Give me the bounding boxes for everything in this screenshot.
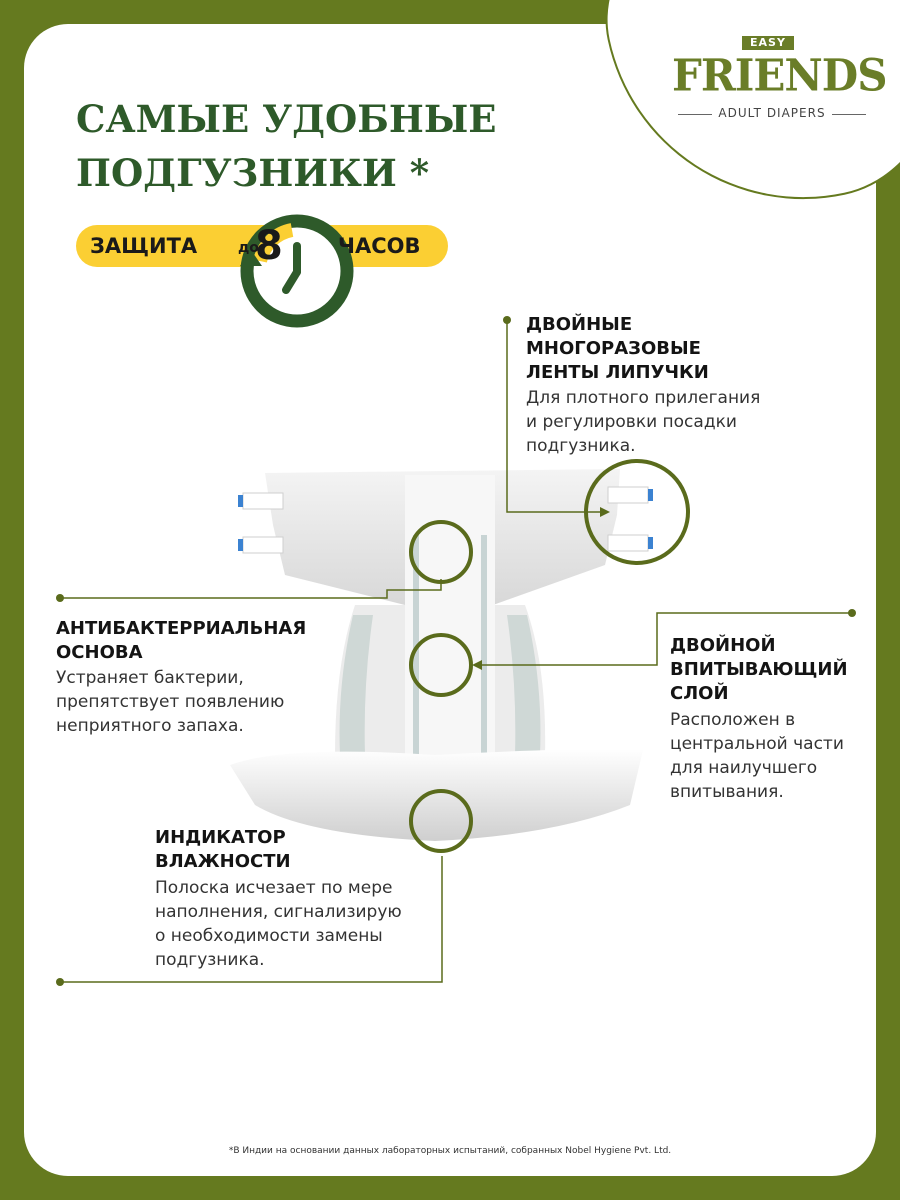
footnote: *В Индии на основании данных лабораторных испытаний, собранных Nobel Hygiene Pvt. Ltd.: [228, 1146, 672, 1156]
feature-antibacterial-heading: АНТИБАКТЕРРИАЛЬНАЯ ОСНОВА: [56, 618, 307, 663]
headline-line-2: ПОДГУЗНИКИ *: [76, 151, 430, 195]
feature-absorbent-heading: ДВОЙНОЙ ВПИТЫВАЮЩИЙ СЛОЙ: [670, 635, 848, 704]
badge-prefix: ЗАЩИТА: [90, 234, 198, 258]
feature-wetness-heading: ИНДИКАТОР ВЛАЖНОСТИ: [155, 827, 291, 872]
feature-tapes-desc: Для плотного прилегания и регулировки посадки подгузника.: [526, 388, 761, 456]
feature-wetness-desc: Полоска исчезает по мере наполнения, сигнализирую о необходимости замены подгузника.: [155, 878, 402, 970]
logo-easy: EASY: [742, 36, 794, 50]
logo-subtitle: ADULT DIAPERS: [718, 106, 826, 120]
feature-antibacterial-desc: Устраняет бактерии, препятствует появлению неприятного запаха.: [56, 668, 285, 736]
feature-tapes-heading: ДВОЙНЫЕ МНОГОРАЗОВЫЕ ЛЕНТЫ ЛИПУЧКИ: [526, 314, 709, 383]
feature-absorbent-desc: Расположен в центральной части для наилучшего впитывания.: [670, 710, 844, 802]
logo-friends: FRIENDS: [672, 49, 887, 102]
badge-suffix: ЧАСОВ: [338, 234, 421, 258]
badge-hours-number: 8: [255, 223, 283, 269]
headline-line-1: САМЫЕ УДОБНЫЕ: [76, 97, 497, 141]
badge-up-to: до: [238, 240, 259, 256]
